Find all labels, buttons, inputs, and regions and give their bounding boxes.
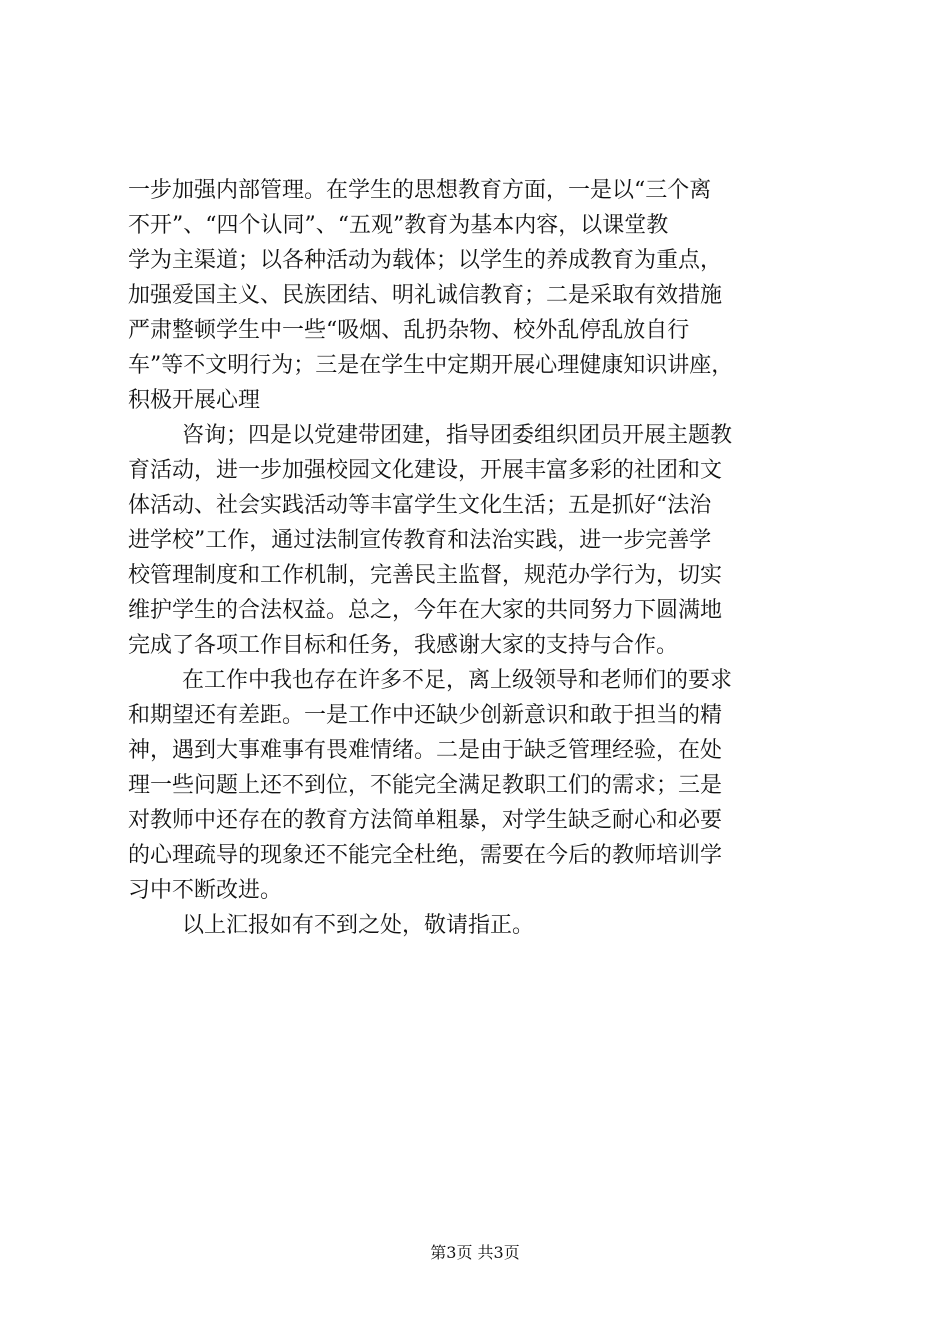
- text-line: 加强爱国主义、民族团结、明礼诚信教育；二是采取有效措施: [128, 283, 723, 308]
- text-line: 维护学生的合法权益。总之，今年在大家的共同努力下圆满地: [128, 598, 723, 623]
- text-line: 的心理疏导的现象还不能完全杜绝，需要在今后的教师培训学: [128, 843, 723, 868]
- paragraph-first-line: 在工作中我也存在许多不足，离上级领导和老师们的要求: [182, 668, 733, 693]
- text-line: 车”等不文明行为；三是在学生中定期开展心理健康知识讲座，: [128, 353, 734, 378]
- text-line: 理一些问题上还不到位，不能完全满足教职工们的需求；三是: [128, 773, 723, 798]
- text-line: 对教师中还存在的教育方法简单粗暴，对学生缺乏耐心和必要: [128, 808, 723, 833]
- paragraph-first-line: 咨询；四是以党建带团建，指导团委组织团员开展主题教: [182, 423, 733, 448]
- text-line: 一步加强内部管理。在学生的思想教育方面，一是以“三个离: [128, 178, 712, 203]
- text-line: 完成了各项工作目标和任务，我感谢大家的支持与合作。: [128, 633, 679, 658]
- text-line: 神，遇到大事难事有畏难情绪。二是由于缺乏管理经验，在处: [128, 738, 723, 763]
- text-line: 校管理制度和工作机制，完善民主监督，规范办学行为，切实: [128, 563, 723, 588]
- text-line: 严肃整顿学生中一些“吸烟、乱扔杂物、校外乱停乱放自行: [128, 318, 690, 343]
- text-line: 和期望还有差距。一是工作中还缺少创新意识和敢于担当的精: [128, 703, 723, 728]
- body-text: [128, 173, 843, 943]
- page-number-footer: 第3页 共3页: [430, 1243, 520, 1262]
- text-line: 进学校”工作，通过法制宣传教育和法治实践，进一步完善学: [128, 528, 712, 553]
- text-line: 体活动、社会实践活动等丰富学生文化生活；五是抓好“法治: [128, 493, 712, 518]
- paragraph-first-line: 以上汇报如有不到之处，敬请指正。: [182, 913, 535, 938]
- text-line: 育活动，进一步加强校园文化建设，开展丰富多彩的社团和文: [128, 458, 723, 483]
- text-line: 积极开展心理: [128, 388, 261, 413]
- text-line: 习中不断改进。: [128, 878, 283, 903]
- text-line: 学为主渠道；以各种活动为载体；以学生的养成教育为重点，: [128, 248, 723, 273]
- text-line: 不开”、“四个认同”、“五观”教育为基本内容，以课堂教: [128, 213, 669, 238]
